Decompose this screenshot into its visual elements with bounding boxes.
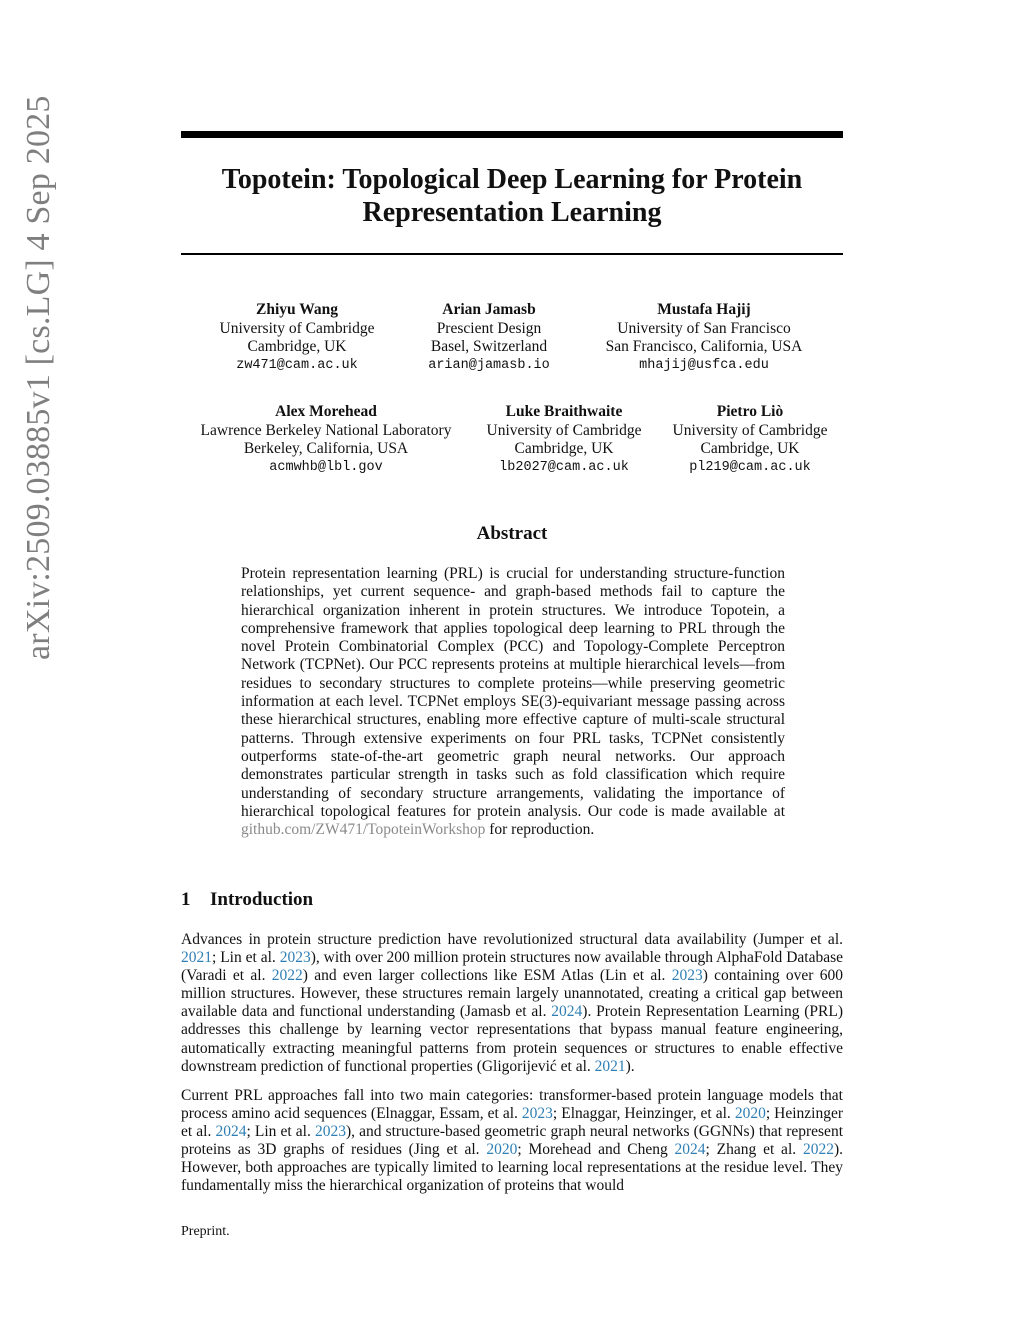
citation-link[interactable]: 2023 [521, 1105, 553, 1123]
intro-paragraph-1 [181, 931, 843, 1076]
author-block [201, 403, 452, 477]
author-affiliation: University of Cambridge [219, 319, 375, 337]
paragraph-text: ; Zhang et al. [705, 1141, 803, 1159]
paragraph-text: Current PRL approaches fall into two main categories: transformer-based protein language models that process amino acid sequences (Elnaggar, Essam, et al. [181, 1087, 843, 1123]
paragraph-text: ), and structure-based geometric graph neural networks (GGNNs) that represent proteins as 3D graphs of residues (Jing et al. [181, 1123, 843, 1159]
author-affiliation: University of Cambridge [486, 421, 642, 439]
author-email[interactable]: lb2027@cam.ac.uk [499, 459, 629, 475]
paragraph-text: ) containing over 600 million structures. However, these structures remain largely unannotated, creating a critical gap between available data and functional understanding (Jamasb et al. [181, 967, 843, 1021]
footer-note: Preprint. [181, 1224, 230, 1239]
author-name: Alex Morehead [275, 403, 377, 420]
citation-link[interactable]: 2020 [734, 1105, 766, 1123]
title-line-1: Topotein: Topological Deep Learning for Protein [221, 164, 803, 195]
abstract-text: Protein representation learning (PRL) is crucial for understanding structure-function relationships, yet current sequence- and graph-based methods fail to capture the hierarchical organization inherent in protein structures. We introduce Topotein, a comprehensive framework that applies topological deep learning to PRL through the novel Protein Combinatorial Complex (PCC) and Topology-Complete Perceptron Network (TCPNet). Our PCC represents proteins at multiple hierarchical levels—from residues to secondary structures to complete proteins—while preserving geometric information at each level. TCPNet employs SE(3)-equivariant message passing across these hierarchical structures, enabling more effective capture of multi-scale structural patterns. Through extensive experiments on four PRL tasks, TCPNet consistently outperforms state-of-the-art geometric graph neural networks. Our approach demonstrates particular strength in tasks such as fold classification which require understanding of secondary structure arrangements, validating the importance of hierarchical topological features for protein analysis. Our code is made available at [241, 565, 785, 820]
paragraph-text: ; Heinzinger et al. [181, 1105, 844, 1141]
author-location: San Francisco, California, USA [605, 338, 803, 355]
citation-link[interactable]: 2023 [314, 1123, 346, 1141]
author-block [428, 301, 550, 375]
title-bottom-rule [181, 253, 843, 255]
author-location: Cambridge, UK [514, 440, 614, 457]
title-top-rule [181, 131, 843, 138]
section-title: Introduction [210, 889, 314, 910]
author-location: Basel, Switzerland [430, 338, 548, 355]
citation-link[interactable]: 2021 [594, 1057, 626, 1075]
intro-paragraph-2 [181, 1087, 843, 1196]
paragraph-text: ). However, both approaches are typically limited to learning local representations at the residue level. They fundamentally miss the hierarchical organization of proteins that would [181, 1141, 843, 1195]
author-name: Mustafa Hajij [657, 301, 751, 318]
paragraph-text: ; Lin et al. [246, 1123, 315, 1141]
citation-link[interactable]: 2023 [279, 949, 311, 967]
author-email[interactable]: mhajij@usfca.edu [639, 357, 769, 373]
citation-link[interactable]: 2023 [671, 967, 703, 985]
title-line-2: Representation Learning [362, 197, 662, 228]
author-name: Luke Braithwaite [505, 403, 623, 420]
author-block [673, 403, 828, 477]
author-affiliation: Prescient Design [436, 319, 542, 337]
author-affiliation: Lawrence Berkeley National Laboratory [200, 421, 452, 439]
author-block [220, 301, 375, 375]
author-block [606, 301, 803, 375]
citation-link[interactable]: 2024 [674, 1141, 706, 1159]
arxiv-identifier-stamp: arXiv:2509.03885v1 [cs.LG] 4 Sep 2025 [20, 95, 57, 660]
paragraph-text: ) and even larger collections like ESM Atlas (Lin et al. [302, 967, 672, 985]
author-location: Cambridge, UK [700, 440, 800, 457]
citation-link[interactable]: 2022 [802, 1141, 834, 1159]
citation-link[interactable]: 2024 [551, 1003, 583, 1021]
author-name: Zhiyu Wang [255, 301, 338, 318]
paper-title [181, 163, 843, 229]
abstract-text-end: for reproduction. [485, 821, 595, 839]
author-email[interactable]: zw471@cam.ac.uk [236, 357, 358, 373]
author-email[interactable]: pl219@cam.ac.uk [689, 459, 811, 475]
author-location: Berkeley, California, USA [243, 440, 409, 457]
author-email[interactable]: acmwhb@lbl.gov [269, 459, 383, 475]
author-name: Arian Jamasb [442, 301, 536, 318]
author-location: Cambridge, UK [247, 338, 347, 355]
section-heading [181, 889, 313, 911]
paragraph-text: ). [625, 1057, 635, 1075]
abstract-heading: Abstract [476, 523, 548, 544]
abstract-body [241, 565, 785, 839]
paragraph-text: ; Elnaggar, Heinzinger, et al. [552, 1105, 735, 1123]
author-affiliation: University of Cambridge [672, 421, 828, 439]
paragraph-text: ). Protein Representation Learning (PRL) addresses this challenge by learning vector representations that bypass manual feature engineering, automatically extracting meaningful patterns from protein sequences or structures to enable effective downstream prediction of functional properties (Gligorijević et al. [181, 1003, 844, 1075]
paragraph-text: Advances in protein structure prediction have revolutionized structural data availability (Jumper et al. [181, 931, 843, 948]
citation-link[interactable]: 2021 [181, 949, 212, 967]
paragraph-text: ; Lin et al. [212, 949, 280, 967]
section-number: 1 [181, 889, 191, 910]
citation-link[interactable]: 2022 [271, 967, 303, 985]
author-affiliation: University of San Francisco [617, 319, 791, 337]
author-email[interactable]: arian@jamasb.io [428, 357, 550, 373]
author-block [487, 403, 642, 477]
paragraph-text: ), with over 200 million protein structures now available through AlphaFold Database (Varadi et al. [181, 949, 844, 985]
paragraph-text: ; Morehead and Cheng [517, 1141, 675, 1159]
citation-link[interactable]: 2020 [486, 1141, 518, 1159]
author-name: Pietro Liò [716, 403, 784, 420]
code-repository-link[interactable]: github.com/ZW471/TopoteinWorkshop [241, 821, 486, 839]
citation-link[interactable]: 2024 [215, 1123, 247, 1141]
